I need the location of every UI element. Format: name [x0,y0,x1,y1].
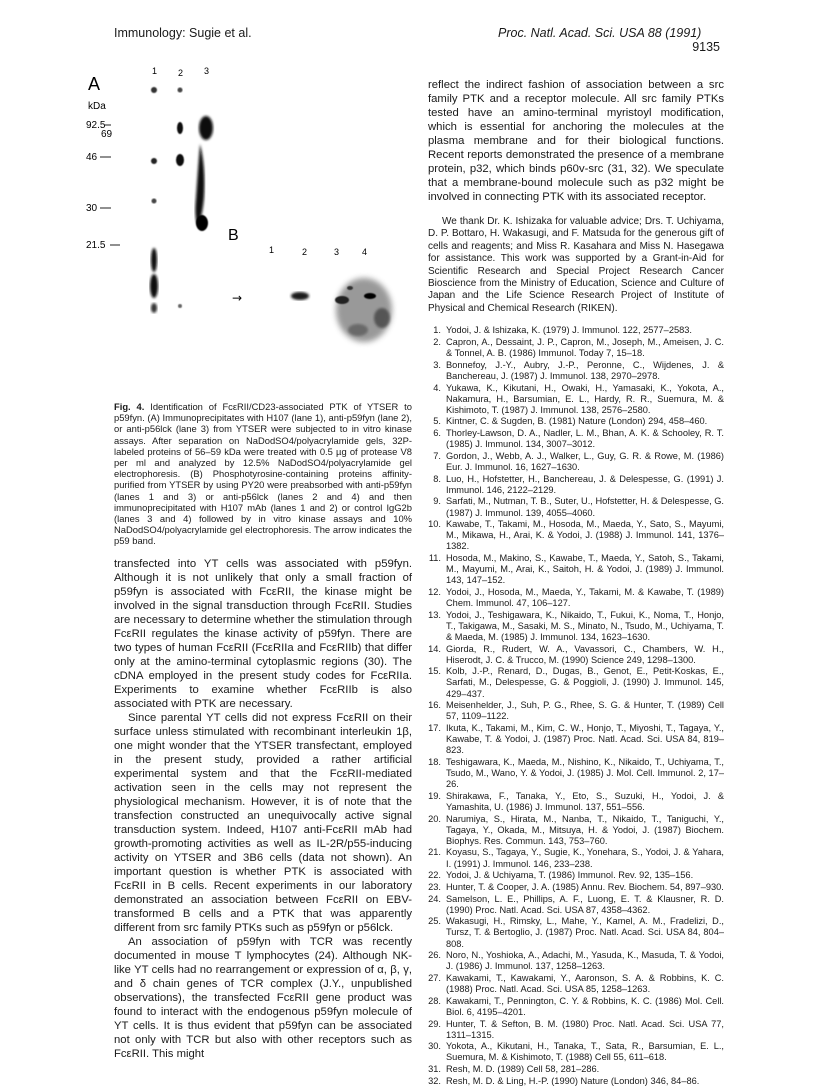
lane-b-number: 2 [302,247,308,257]
reference-number: 26. [428,950,441,961]
reference-number: 29. [428,1018,441,1029]
reference-item [428,894,724,916]
reference-text: Thorley-Lawson, D. A., Nadler, L. M., Bhan, A. K. & Schooley, R. T. (1985) J. Immunol. 134, 3007–3012. [446,428,724,450]
reference-item [428,973,724,995]
reference-text: Koyasu, S., Tagaya, Y., Sugie, K., Yonehara, S., Yodoi, J. & Yahara, I. (1991) J. Immunol. 146, 233–238. [446,847,724,869]
gel-band [151,158,157,164]
reference-item [428,882,724,893]
reference-text: Yodoi, J., Teshigawara, K., Nikaido, T., Fukui, K., Noma, T., Honjo, T., Takigawa, M., Sasaki, M. S., Minato, N., Tsudo, M., Uchiyama, T. & Maeda, M. (1985) J. Immunol. 134, 1623–1630. [446,609,724,642]
lane-a-number: 1 [152,66,158,76]
reference-text: Resh, M. D. & Ling, H.-P. (1990) Nature (London) 346, 84–86. [446,1075,700,1086]
reference-item [428,723,724,756]
reference-number: 17. [428,723,441,734]
lane-b-number: 1 [269,245,275,255]
reference-list [428,325,724,1087]
reference-item [428,666,724,699]
lane-b-number: 3 [334,247,340,257]
reference-item [428,416,724,427]
reference-number: 1. [433,325,441,336]
reference-item [428,916,724,949]
reference-number: 30. [428,1041,441,1052]
reference-number: 8. [433,473,441,484]
lane-a-number: 3 [204,66,210,76]
gel-panel-a [150,87,213,313]
reference-number: 7. [433,450,441,461]
body-paragraph: transfected into YT cells was associated with p59fyn. Although it is not unlikely that only a small fraction of p59fyn is associated with FcεRII, the kinase might be involved in the signal transduction through FcεRII. Studies are necessary to determine whether the stimulation through FcεRII regulates the kinase activity of p59fyn. There are two types of human FcεRII (FcεRIIa and FcεRIIb) that differ only at the amino-terminal cytoplasmic regions (30). The cDNA employed in the present study codes for FcεRIIa. Experiments to examine whether FcεRIIb is also associated with PTK are necessary. [114,557,412,710]
reference-text: Luo, H., Hofstetter, H., Banchereau, J. & Delespesse, G. (1991) J. Immunol. 146, 2122–2129. [446,473,724,495]
reference-text: Teshigawara, K., Maeda, M., Nishino, K., Nikaido, T., Uchiyama, T., Tsudo, M., Wano, Y. & Yodoi, J. (1985) J. Mol. Cell. Immunol. 2, 17–26. [446,756,724,790]
reference-item [428,1064,724,1075]
mw-marker: 21.5 [86,240,106,251]
page-number: 9135 [692,40,720,54]
gel-band [177,122,183,134]
gel-band [151,87,157,93]
reference-text: Yukawa, K., Kikutani, H., Owaki, H., Yamasaki, K., Yokota, A., Nakamura, H., Barsumian, E. L., Hardy, R. R., Suemura, M. & Kishimoto, T. (1987) J. Immunol. 138, 2576–2580. [446,382,724,415]
reference-item [428,360,724,382]
reference-text: Meisenhelder, J., Suh, P. G., Rhee, S. G. & Hunter, T. (1989) Cell 57, 1109–1122. [446,700,724,722]
reference-text: Samelson, L. E., Phillips, A. F., Luong, E. T. & Klausner, R. D. (1990) Proc. Natl. Acad. Sci. USA 87, 4358–4362. [446,893,724,915]
reference-text: Resh, M. D. (1989) Cell 58, 281–286. [446,1064,600,1075]
running-header-right [498,26,720,54]
reference-number: 2. [433,336,441,347]
reference-item [428,950,724,972]
reference-text: Yodoi, J. & Uchiyama, T. (1986) Immunol. Rev. 92, 135–156. [446,870,694,881]
reference-number: 19. [428,790,441,801]
gel-band [176,154,184,166]
reference-text: Yodoi, J., Hosoda, M., Maeda, Y., Takami, M. & Kawabe, T. (1989) Chem. Immunol. 47, 106–127. [446,586,724,609]
reference-item [428,553,724,586]
reference-number: 28. [428,995,441,1006]
gel-band [347,286,353,290]
reference-number: 10. [428,519,441,530]
gel-band [199,116,213,140]
reference-number: 16. [428,700,441,711]
lane-b-number: 4 [362,247,368,257]
reference-text: Kintner, C. & Sugden, B. (1981) Nature (London) 294, 458–460. [446,416,708,427]
reference-item [428,870,724,881]
gel-band [178,304,182,308]
body-paragraph: Since parental YT cells did not express FcεRII on their surface unless stimulated with recombinant interleukin 1β, one might wonder that the YTSER transfectant, employed in the present study, provided a rather artificial experimental system and that the FcεRII-mediated activation seen in the cells may not represent the physiological mechanism. However, it is of note that the transfection constructed an unequivocally active signal transduction system. Indeed, H107 anti-FcεRII mAb had growth-promoting activities as well as IL-2R/p55-inducing activity on YTSER and 3B6 cells (data not shown). An important question is whether PTK is associated with FcεRII in B cells. Recent experiments in our laboratory demonstrated an association between FcεRII on EBV-transformed B cells and a PTK that was apparently different from src family PTKs such as p59fyn or p56lck. [114,711,412,934]
reference-text: Noro, N., Yoshioka, A., Adachi, M., Yasuda, K., Masuda, T. & Yodoi, J. (1986) J. Immunol. 137, 1258–1263. [446,950,724,972]
gel-band [291,292,309,300]
reference-item [428,337,724,359]
gel-band [150,274,158,298]
reference-number: 11. [428,553,441,564]
reference-text: Yokota, A., Kikutani, H., Tanaka, T., Sata, R., Barsumian, E. L., Suemura, M. & Kishimoto, T. (1988) Cell 55, 611–618. [446,1041,724,1063]
mw-marker: 30 [86,203,98,214]
gel-band [374,308,390,328]
reference-text: Shirakawa, F., Tanaka, Y., Eto, S., Suzuki, H., Yodoi, J. & Yamashita, U. (1986) J. Immunol. 137, 551–556. [446,790,724,812]
reference-text: Bonnefoy, J.-Y., Aubry, J.-P., Peronne, C., Wijdenes, J. & Banchereau, J. (1987) J. Immunol. 138, 2970–2978. [446,359,724,381]
reference-text: Kawakami, T., Kawakami, Y., Aaronson, S. A. & Robbins, K. C. (1988) Proc. Natl. Acad. Sci. USA 85, 1258–1263. [446,973,724,995]
reference-text: Yodoi, J. & Ishizaka, K. (1979) J. Immunol. 122, 2577–2583. [446,325,692,336]
reference-text: Sarfati, M., Nutman, T. B., Suter, U., Hofstetter, H. & Delespesse, G. (1987) J. Immunol. 139, 4055–4060. [446,496,724,518]
reference-text: Hosoda, M., Makino, S., Kawabe, T., Maeda, Y., Satoh, S., Takami, M., Mayumi, M., Arai, K., Saitoh, H. & Yodoi, J. (1989) J. Immunol. 143, 147–152. [446,553,724,586]
gel-band [151,303,157,313]
reference-item [428,451,724,473]
kda-label: kDa [88,101,106,112]
reference-text: Kolb, J.-P., Renard, D., Dugas, B., Genot, E., Petit-Koskas, E., Sarfati, M., Delespesse, G. & Poggioli, J. (1990) J. Immunol. 145, 429–437. [446,666,724,699]
reference-item [428,791,724,813]
reference-number: 25. [428,916,441,927]
mw-marker: 69 [101,129,113,140]
reference-number: 27. [428,973,441,984]
reference-item [428,996,724,1018]
gel-band [196,215,208,231]
reference-item [428,496,724,518]
panel-b-label: B [228,227,239,244]
right-column [428,78,724,1088]
reference-item [428,325,724,336]
reference-text: Hunter, T. & Sefton, B. M. (1980) Proc. Natl. Acad. Sci. USA 77, 1311–1315. [446,1018,724,1040]
gel-band [348,324,368,336]
arrow-indicator: → [232,291,243,305]
reference-text: Kawakami, T., Pennington, C. Y. & Robbins, K. C. (1986) Mol. Cell. Biol. 6, 4195–4201. [446,995,724,1017]
reference-item [428,1076,724,1087]
reference-text: Wakasugi, H., Rimsky, L., Mahe, Y., Kamel, A. M., Fradelizi, D., Tursz, T. & Bertoglio, J. (1987) Proc. Natl. Acad. Sci. USA 84, 804–808. [446,916,724,949]
acknowledgment: We thank Dr. K. Ishizaka for valuable advice; Drs. T. Uchiyama, D. P. Bottaro, H. Wakasugi, and F. Matsuda for the generous gift of cells and reagents; and Miss R. Kasahara and Miss N. Hasegawa for assistance. This work was supported by a Grant-in-Aid for Scientific Research and Special Project Research Cancer Bioscience from the Ministry of Education, Science and Culture of Japan and the Life Science Research Project of Institute of Physical and Chemical Research (RIKEN). [428,216,724,314]
reference-number: 20. [428,813,441,824]
running-header-left: Immunology: Sugie et al. [114,26,252,40]
figure-4 [86,48,412,393]
reference-item [428,383,724,416]
reference-item [428,644,724,666]
reference-text: Ikuta, K., Takami, M., Kim, C. W., Honjo, T., Miyoshi, T., Tagaya, Y., Kawabe, T. & Yodoi, J. (1987) Proc. Natl. Acad. Sci. USA 84, 819–823. [446,723,724,756]
reference-text: Capron, A., Dessaint, J. P., Capron, M., Joseph, M., Ameisen, J. C. & Tonnel, A. B. (1986) Immunol. Today 7, 15–18. [446,336,724,359]
reference-number: 21. [428,847,441,858]
caption-label: Fig. 4. [114,401,145,412]
reference-number: 6. [433,428,441,439]
reference-number: 4. [433,382,441,393]
reference-number: 32. [428,1075,441,1086]
reference-number: 12. [428,586,441,597]
reference-text: Narumiya, S., Hirata, M., Nanba, T., Nikaido, T., Taniguchi, Y., Tagaya, Y., Okada, M., Mitsuya, H. & Yodoi, J. (1987) Biochem. Biophys. Res. Commun. 143, 753–760. [446,813,724,846]
caption-text: Identification of FcεRII/CD23-associated PTK of YTSER to p59fyn. (A) Immunoprecipitates with H107 (lane 1), anti-p59fyn (lane 2), or anti-p56lck (lane 3) from YTSER were subjected to in vitro kinase assays. After separation on NaDodSO4/polyacrylamide gels, 32P-labeled proteins of 56–59 kDa were treated with 0.5 µg of protease V8 per ml and analyzed by 12.5% NaDodSO4/polyacrylamide gel electrophoresis. (B) Phosphotyrosine-containing proteins affinity-purified from YTSER by using PY20 were preabsorbed with anti-p59fyn (lanes 1 and 3) or anti-p56lck (lanes 2 and 4) and then immunoprecipitated with H107 mAb (lanes 1 and 2) or control IgG2b (lanes 3 and 4) followed by in vitro kinase assays and 10% NaDodSO4/polyacrylamide gel electrophoresis. The arrow indicates the p59 band. [114,401,412,547]
gel-band [152,199,157,204]
body-paragraph: An association of p59fyn with TCR was recently documented in mouse T lymphocytes (24). Although NK-like YT cells had no rearrangement or expression of α, β, γ, and δ chain genes of TCR complex (J.Y., unpublished observations), the transfected FcεRII gene product was found to interact with the endogenous p59fyn molecule of YT cells. It is thus evident that p59fyn can be associated not only with TCR but also with other receptors such as FcεRII. This might [114,935,412,1060]
reference-item [428,610,724,643]
reference-item [428,814,724,847]
reference-text: Hunter, T. & Cooper, J. A. (1985) Annu. Rev. Biochem. 54, 897–930. [446,881,724,892]
reference-number: 9. [433,496,441,507]
mw-marker: 46 [86,152,98,163]
reference-number: 14. [428,643,441,654]
gel-image [86,48,412,393]
reference-item [428,1019,724,1041]
reference-text: Gordon, J., Webb, A. J., Walker, L., Guy, G. R. & Rowe, M. (1986) Eur. J. Immunol. 16, 1627–1630. [446,450,724,472]
gel-band [364,293,376,299]
reference-number: 31. [428,1064,441,1075]
reference-number: 23. [428,881,441,892]
reference-item [428,1041,724,1063]
reference-text: Giorda, R., Rudert, W. A., Vavassori, C., Chambers, W. H., Hiserodt, J. C. & Trucco, M. (1990) Science 249, 1298–1300. [446,643,724,665]
left-column [86,48,412,1061]
reference-item [428,519,724,552]
gel-band [195,144,204,226]
gel-band [151,248,157,272]
reference-number: 24. [428,893,441,904]
reference-text: Kawabe, T., Takami, M., Hosoda, M., Maeda, Y., Sato, S., Mayumi, M., Mikawa, H., Arai, K. & Yodoi, J. (1988) J. Immunol. 141, 1376–1382. [446,519,724,552]
reference-item [428,474,724,496]
reference-item [428,700,724,722]
reference-number: 22. [428,870,441,881]
reference-item [428,587,724,609]
body-paragraph: reflect the indirect fashion of association between a src family PTK and a receptor molecule. All src family PTKs tested have an amino-terminal myristoyl modification, which is essential for anchoring the molecules at the plasma membrane and for their biological functions. Recent reports demonstrated the presence of a membrane protein, p32, which binds p60v-src (31, 32). We speculate that a membrane-bound molecule such as p32 might be involved in connecting PTK with its associated receptor. [428,79,724,203]
reference-number: 18. [428,756,441,767]
mw-marker: 92.5 [86,120,106,131]
figure-caption [114,401,412,547]
gel-band [335,296,349,304]
gel-band [178,88,183,93]
gel-panel-b [291,278,392,342]
panel-a-label: A [88,74,101,94]
reference-number: 5. [433,416,441,427]
reference-number: 3. [433,359,441,370]
reference-item [428,847,724,869]
reference-number: 13. [428,609,441,620]
reference-item [428,757,724,790]
journal-citation: Proc. Natl. Acad. Sci. USA 88 (1991) [498,26,702,40]
reference-item [428,428,724,450]
lane-a-number: 2 [178,68,184,78]
reference-number: 15. [428,666,441,677]
